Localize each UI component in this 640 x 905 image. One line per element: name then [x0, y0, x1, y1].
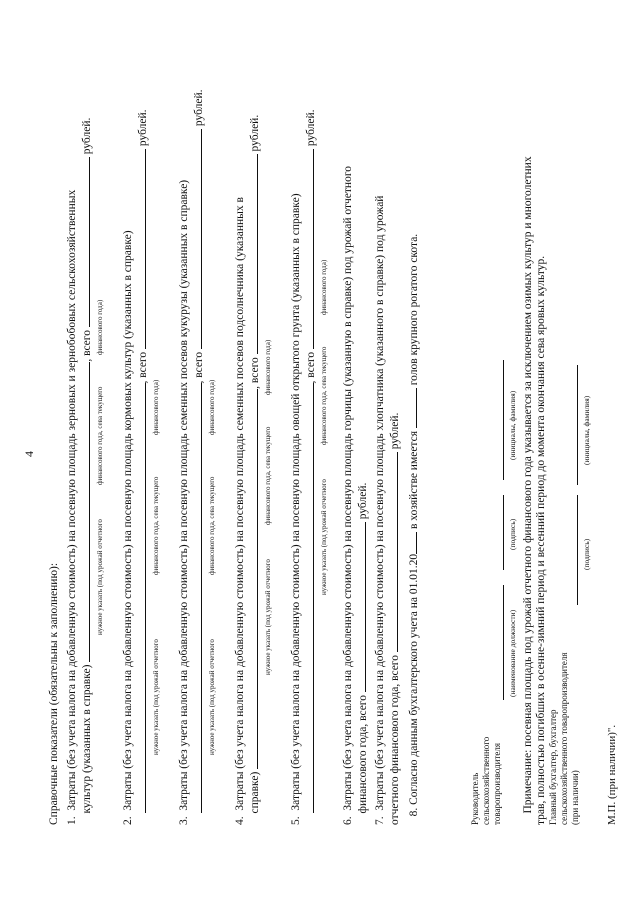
- item-7: 7. Затраты (без учета налога на добавленную стоимость) на посевную площадь хлопчатника (указанного в справке) под урожай отчетного финансового года, всего рублей.: [374, 195, 401, 825]
- item-3: 3. Затраты (без учета налога на добавленную стоимость) на посевную площадь семенных посевов кукурузы (указанных в справке) , всего рублей. нужное указать (под урожай отчетного финансового года, сева текущего финансового года): [178, 35, 215, 825]
- item-4-amount-field[interactable]: [247, 154, 258, 354]
- item-7-amount-field[interactable]: [387, 452, 398, 652]
- item-2-text: Затраты (без учета налога на добавленную стоимость) на посевную площадь кормовых культур (указанных в справке): [122, 230, 134, 811]
- accountant-label: Главный бухгалтер, бухгалтер сельскохозяйственного товаропроизводителя (при наличии): [548, 652, 580, 825]
- item-3-hint: нужное указать (под урожай отчетного финансового года, сева текущего финансового года): [208, 379, 216, 755]
- accountant-initials-field[interactable]: [576, 365, 578, 485]
- item-6-text: Затраты (без учета налога на добавленную стоимость) на посевную площадь горчицы (указанную в справке) под урожай отчетного: [342, 166, 354, 811]
- note: Примечание: посевная площадь под урожай отчетного финансового года указывается за исключением озимых культур и многолетних трав, полностью погибших в осенне-зимний период и весенний период до момента окончания сева яровых культур.: [522, 156, 547, 825]
- item-1-period-field[interactable]: [79, 362, 90, 662]
- item-2-hint: нужное указать (под урожай отчетного финансового года, сева текущего финансового года): [152, 379, 160, 755]
- item-1-hint: нужное указать (под урожай отчетного финансового года, сева текущего финансового года): [96, 299, 104, 635]
- item-4-period-field[interactable]: [247, 389, 258, 769]
- item-2: 2. Затраты (без учета налога на добавленную стоимость) на посевную площадь кормовых культур (указанных в справке) , всего рублей. нужное указать (под урожай отчетного финансового года, сева текущего финансового года): [122, 35, 159, 825]
- accountant-signature-field[interactable]: [576, 495, 578, 605]
- item-5-hint: нужное указать (под урожай отчетного финансового года, сева текущего финансового года): [320, 259, 328, 595]
- item-8-year-field[interactable]: [406, 532, 417, 554]
- item-1-text: Затраты (без учета налога на добавленную стоимость) на посевную площадь зерновых и зернобобовых сельскохозяйственных: [66, 189, 78, 811]
- item-5: 5. Затраты (без учета налога на добавленную стоимость) на посевную площадь овощей открытого грунта (указанных в справке) , всего рублей. нужное указать (под урожай отчетного финансового года, сева текущего финансового года): [290, 35, 327, 825]
- page-number: 4: [22, 451, 36, 457]
- item-5-period-field[interactable]: [303, 384, 314, 814]
- accountant-initials-caption: (инициалы, фамилия): [582, 395, 591, 465]
- item-8-count-field[interactable]: [406, 388, 417, 428]
- item-6: 6. Затраты (без учета налога на добавленную стоимость) на посевную площадь горчицы (указанную в справке) под урожай отчетного финансового года, всего рублей.: [342, 166, 369, 825]
- item-1-amount-field[interactable]: [79, 157, 90, 327]
- item-3-period-field[interactable]: [191, 384, 202, 814]
- head-initials-field[interactable]: [502, 360, 504, 480]
- head-signature-field[interactable]: [502, 495, 504, 570]
- item-4-text: Затраты (без учета налога на добавленную стоимость) на посевную площадь семенных посевов подсолнечника (указанных в: [234, 197, 246, 811]
- accountant-signature-caption: (подпись): [582, 538, 591, 570]
- item-3-text: Затраты (без учета налога на добавленную стоимость) на посевную площадь семенных посевов кукурузы (указанных в справке): [178, 179, 190, 811]
- stamp-place: М.П. (при наличии)".: [606, 724, 618, 825]
- head-label: Руководитель сельскохозяйственного товаропроизводителя: [470, 736, 502, 825]
- head-signature-caption: (подпись): [508, 518, 517, 550]
- item-5-amount-field[interactable]: [303, 149, 314, 349]
- head-position-caption: (наименование должности): [508, 609, 517, 697]
- item-3-amount-field[interactable]: [191, 129, 202, 349]
- head-position-field[interactable]: [502, 585, 504, 700]
- item-2-amount-field[interactable]: [135, 149, 146, 349]
- intro-heading: Справочные показатели (обязательны к заполнению):: [48, 562, 60, 825]
- head-initials-caption: (инициалы, фамилия): [508, 390, 517, 460]
- item-6-amount-field[interactable]: [355, 522, 366, 692]
- item-4-hint: нужное указать (под урожай отчетного финансового года, сева текущего финансового года): [264, 339, 272, 675]
- item-2-period-field[interactable]: [135, 384, 146, 814]
- item-4: 4. Затраты (без учета налога на добавленную стоимость) на посевную площадь семенных посевов подсолнечника (указанных в справке) , всего рублей. нужное указать (под урожай отчетного финансового года, сева текущего финансового года): [234, 35, 271, 825]
- item-7-text: Затраты (без учета налога на добавленную стоимость) на посевную площадь хлопчатника (указанного в справке) под урожай: [374, 195, 386, 811]
- item-8: 8. Согласно данным бухгалтерского учета на 01.01.20 в хозяйстве имеется голов крупного рогатого скота.: [408, 233, 420, 817]
- item-5-text: Затраты (без учета налога на добавленную стоимость) на посевную площадь овощей открытого грунта (указанных в справке): [290, 193, 302, 811]
- item-1: 1. Затраты (без учета налога на добавленную стоимость) на посевную площадь зерновых и зернобобовых сельскохозяйственных культур (указанных в справке) , всего рублей. нужное указать (под урожай отчетного финансового года, сева текущего финансового года): [66, 35, 103, 825]
